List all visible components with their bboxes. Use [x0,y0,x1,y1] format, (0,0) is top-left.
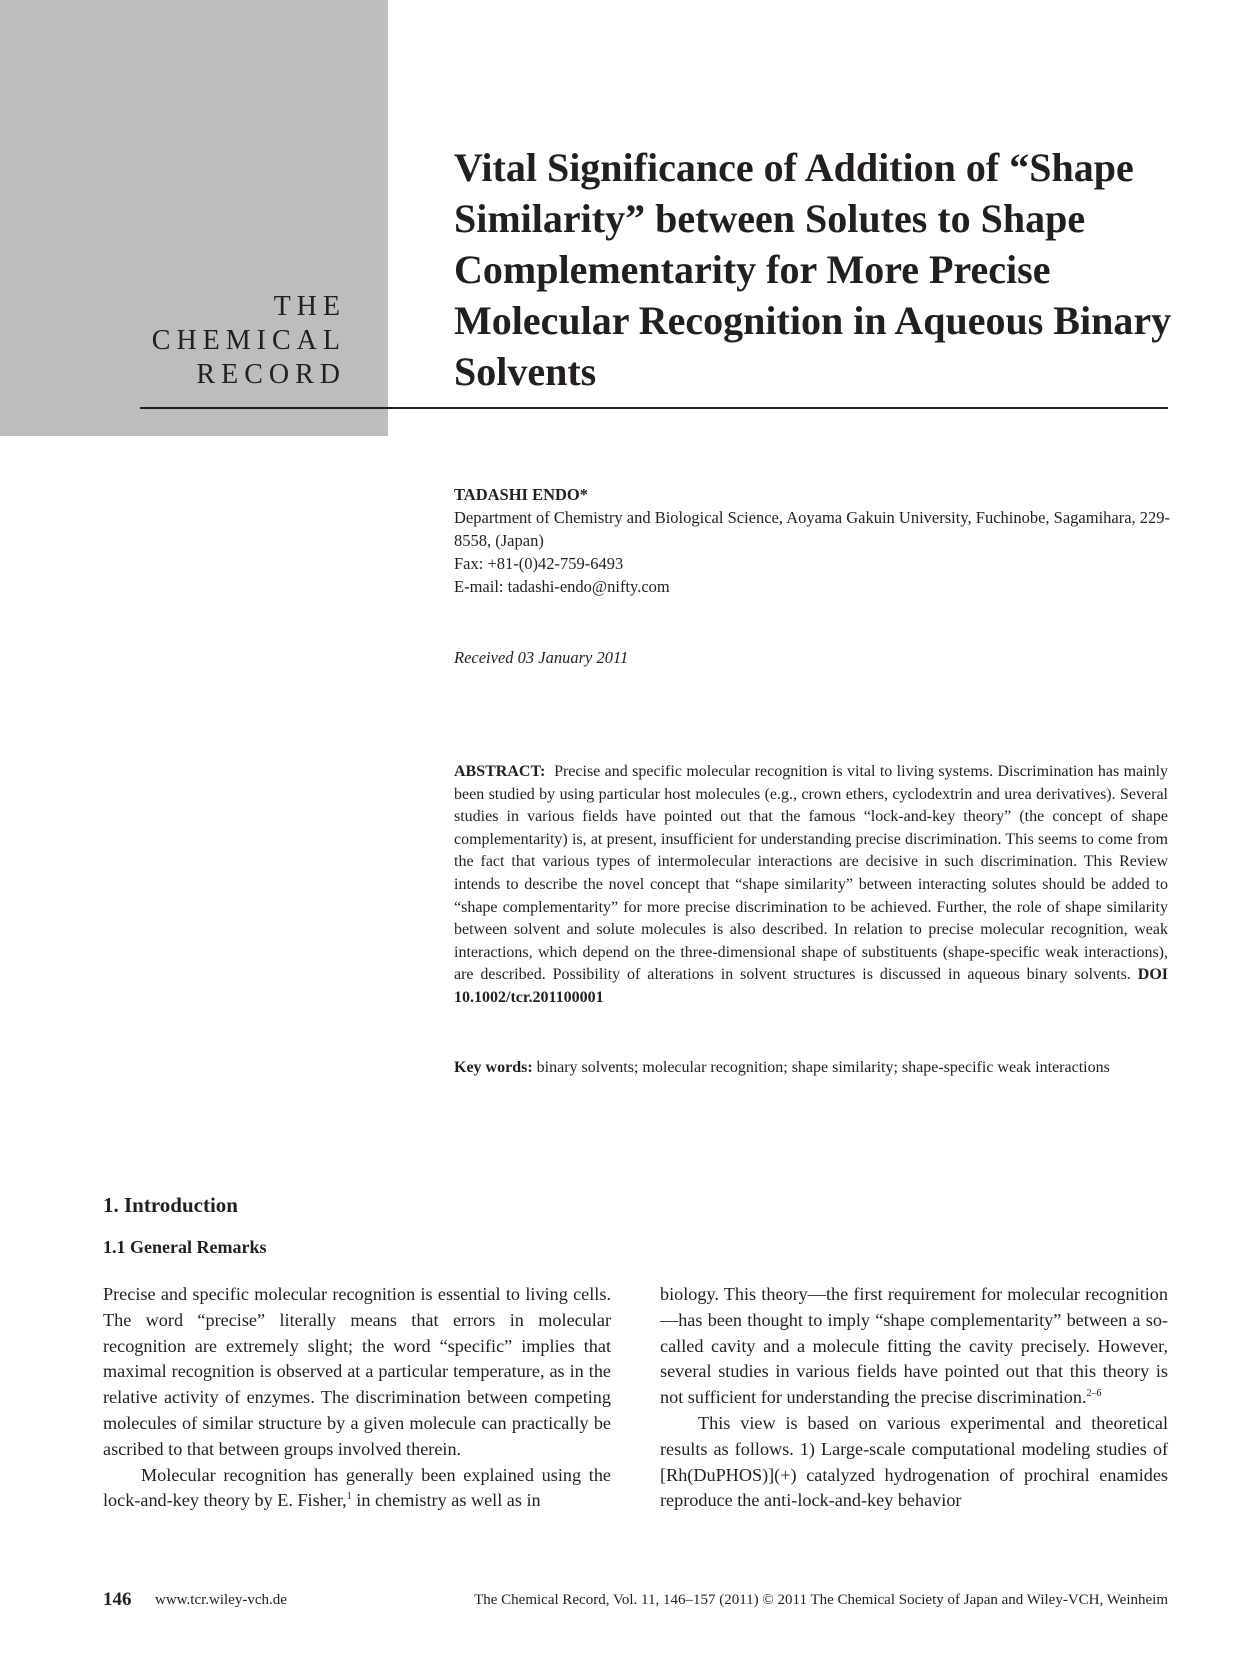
page-number: 146 [103,1589,132,1610]
paragraph-text: biology. This theory—the first requirement for molecular recognition—has been thought to imply “shape complementarity” between a so-called cavity and a molecule fitting the cavity precisely. However, several studies in various fields have pointed out that this theory is not sufficient for understanding the precise discrimination. [660,1284,1168,1408]
journal-name-line-2: CHEMICAL [151,325,346,356]
body-column-left [103,1282,611,1514]
paragraph-text: in chemistry as well as in [351,1490,541,1511]
author-fax: Fax: +81-(0)42-759-6493 [454,554,624,573]
author-affiliation: Department of Chemistry and Biological Science, Aoyama Gakuin University, Fuchinobe, Sagamihara, 229-8558, (Japan) [454,508,1171,550]
abstract-label: ABSTRACT: [454,763,546,780]
section-heading: 1. Introduction [103,1193,238,1217]
reference-superscript[interactable]: 2–6 [1086,1388,1102,1400]
abstract [454,761,1168,1010]
page-footer [103,1591,1168,1615]
journal-name-line-3: RECORD [196,359,346,390]
reference-superscript[interactable]: 1 [346,1491,352,1503]
journal-website[interactable]: www.tcr.wiley-vch.de [155,1592,287,1608]
body-column-right [660,1282,1168,1514]
keywords-text: binary solvents; molecular recognition; shape similarity; shape-specific weak interactions [536,1059,1110,1076]
abstract-text: Precise and specific molecular recognition is vital to living systems. Discrimination has mainly been studied by using particular host molecules (e.g., crown ethers, cyclodextrin and urea derivatives). Several studies in various fields have pointed out that the famous “lock-and-key theory” (the concept of shape complementarity) is, at present, insufficient for understanding precise discrimination. This seems to come from the fact that various types of intermolecular interactions are decisive in such discrimination. This Review intends to describe the novel concept that “shape similarity” between interacting solutes should be added to “shape complementarity” for more precise discrimination to be achieved. Further, the role of shape similarity between solvent and solute molecules is also described. In relation to precise molecular recognition, weak interactions, which depend on the three-dimensional shape of substituents (shape-specific weak interactions), are described. Possibility of alterations in solvent structures is discussed in aqueous binary solvents. [454,763,1169,984]
paragraph: Precise and specific molecular recognition is essential to living cells. The word “precise” literally means that errors in molecular recognition are extremely slight; the word “specific” implies that maximal recognition is observed at a particular temperature, as in the relative activity of enzymes. The discrimination between competing molecules of similar structure by a given molecule can practically be ascribed to that between groups involved therein. [103,1284,611,1459]
journal-name-line-1: THE [273,291,346,322]
journal-citation: The Chemical Record, Vol. 11, 146–157 (2011) © 2011 The Chemical Society of Japan and Wiley-VCH, Weinheim [474,1592,1168,1608]
paragraph: This view is based on various experimental and theoretical results as follows. 1) Large-scale computational modeling studies of [Rh(DuPHOS)](+) catalyzed hydrogenation of prochiral enamides reproduce the anti-lock-and-key behavior [660,1412,1168,1511]
author-email: E-mail: tadashi-endo@nifty.com [454,577,670,596]
paragraph [103,1463,611,1515]
abstract-doi: DOI 10.1002/tcr.201100001 [454,966,1169,1006]
subsection-heading: 1.1 General Remarks [103,1237,267,1257]
paragraph-text: Molecular recognition has generally been explained using the lock-and-key theory by E. Fisher, [103,1464,611,1511]
journal-name [152,290,346,392]
title-rule [140,407,1168,409]
paragraph [660,1282,1168,1411]
author-name: TADASHI ENDO* [454,485,589,504]
keywords-label: Key words: [454,1059,533,1076]
author-block [454,483,1174,598]
received-date: Received 03 January 2011 [454,648,629,667]
keywords [454,1057,1168,1080]
article-title: Vital Significance of Addition of “Shape Similarity” between Solutes to Shape Complementarity for More Precise Molecular Recognition in Aqueous Binary Solvents [454,145,1172,394]
